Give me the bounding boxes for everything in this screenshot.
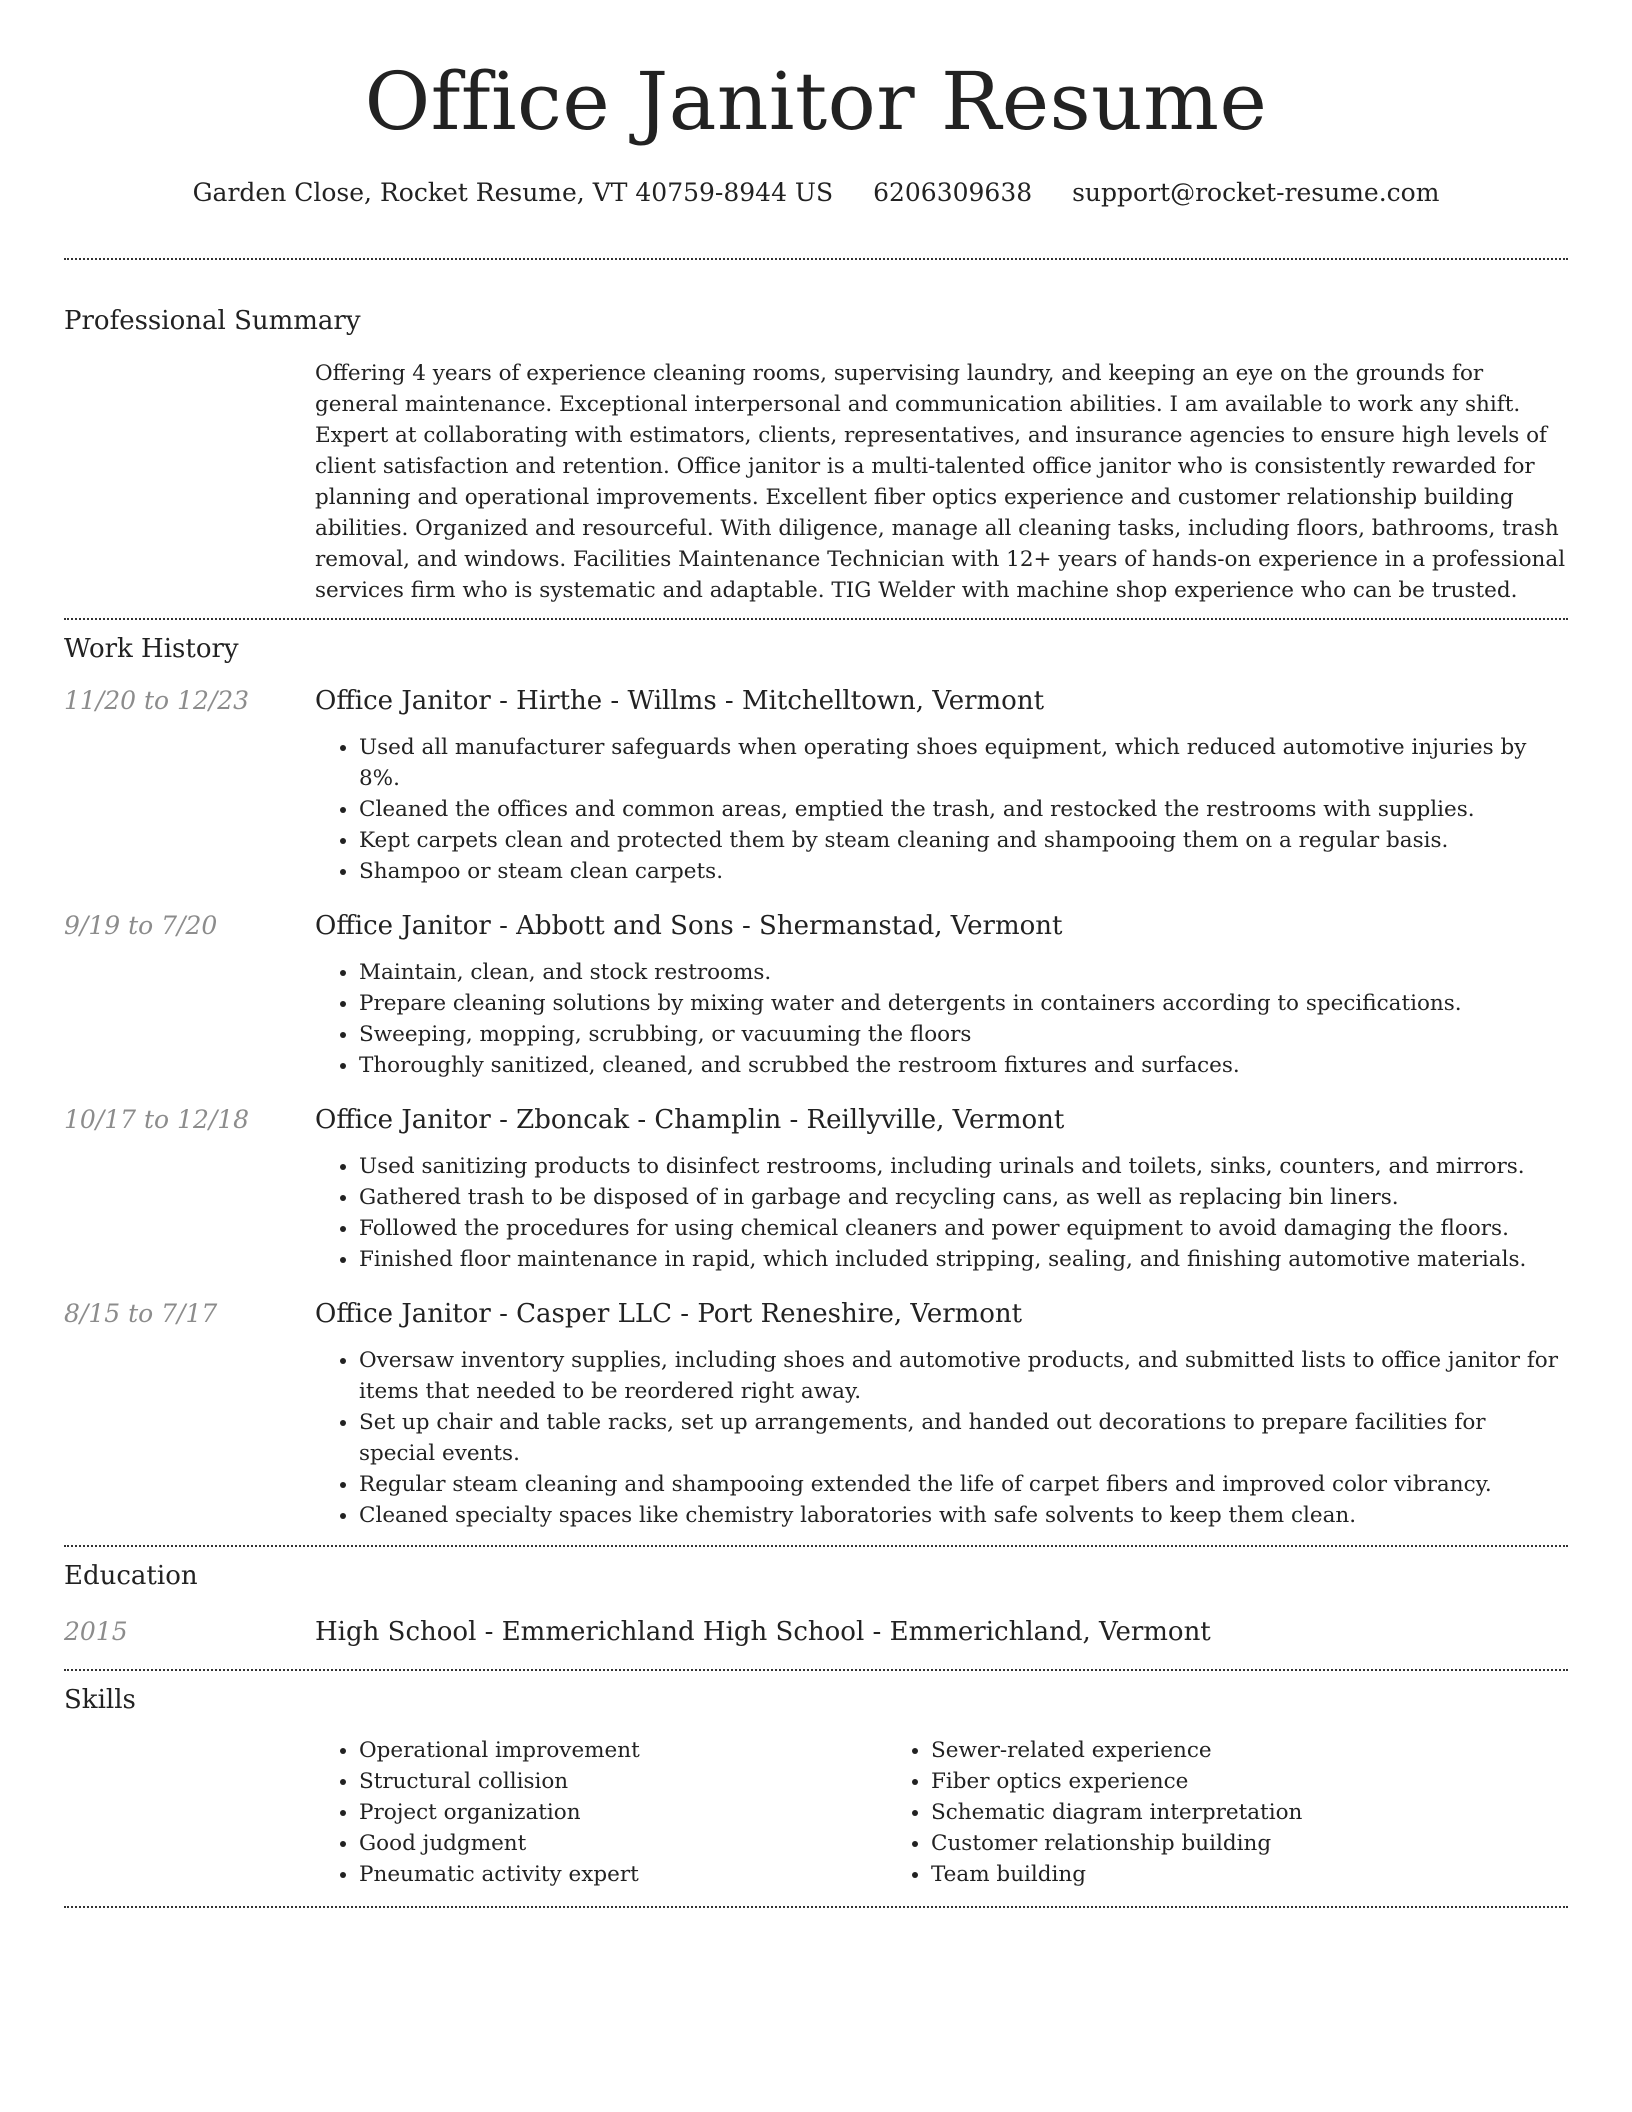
resume-title: Office Janitor Resume: [364, 55, 1268, 148]
skills-list: [315, 1735, 1568, 1890]
job-bullet: • Cleaned specialty spaces like chemistry laboratories with safe solvents to keep them clean.: [359, 1500, 1568, 1531]
job-title: Office Janitor - Casper LLC - Port Reneshire, Vermont: [315, 1299, 1023, 1329]
skill-item: • Project organization: [359, 1797, 887, 1828]
job-bullet: • Prepare cleaning solutions by mixing water and detergents in containers according to specifications.: [359, 988, 1568, 1019]
skill-item: • Schematic diagram interpretation: [931, 1797, 1459, 1828]
section-divider: [64, 618, 1568, 620]
job-bullet: • Followed the procedures for using chemical cleaners and power equipment to avoid damaging the floors.: [359, 1213, 1568, 1244]
skill-item: • Pneumatic activity expert: [359, 1859, 887, 1890]
job-title: Office Janitor - Zboncak - Champlin - Reillyville, Vermont: [315, 1105, 1065, 1135]
skill-item: • Structural collision: [359, 1766, 887, 1797]
job-date: 10/17 to 12/18: [64, 1105, 250, 1134]
education-title: High School - Emmerichland High School - Emmerichland, Vermont: [315, 1617, 1211, 1647]
contact-address: Garden Close, Rocket Resume, VT 40759-8944 US: [192, 178, 834, 207]
job-bullet: • Used all manufacturer safeguards when operating shoes equipment, which reduced automotive injuries by 8%.: [359, 732, 1568, 794]
job-bullet: • Maintain, clean, and stock restrooms.: [359, 957, 1568, 988]
job-date: 8/15 to 7/17: [64, 1299, 218, 1328]
job-title: Office Janitor - Hirthe - Willms - Mitchelltown, Vermont: [315, 686, 1045, 716]
job-entry: [64, 909, 1568, 1081]
section-divider: [64, 1545, 1568, 1547]
job-bullet: • Sweeping, mopping, scrubbing, or vacuuming the floors: [359, 1019, 1568, 1050]
job-bullet: • Oversaw inventory supplies, including shoes and automotive products, and submitted lists to office janitor for items that needed to be reordered right away.: [359, 1345, 1568, 1407]
education-heading: Education: [64, 1561, 198, 1591]
job-bullet: • Gathered trash to be disposed of in garbage and recycling cans, as well as replacing bin liners.: [359, 1182, 1568, 1213]
skill-item: • Sewer-related experience: [931, 1735, 1459, 1766]
education-entry: [64, 1615, 1568, 1649]
skills-heading: Skills: [64, 1685, 136, 1715]
skill-item: • Operational improvement: [359, 1735, 887, 1766]
skill-item: • Customer relationship building: [931, 1828, 1459, 1859]
section-divider: [64, 1669, 1568, 1671]
job-bullets: [315, 732, 1568, 887]
section-divider: [64, 1906, 1568, 1908]
job-entry: [64, 1103, 1568, 1275]
job-date: 11/20 to 12/23: [64, 686, 250, 715]
job-bullet: • Kept carpets clean and protected them by steam cleaning and shampooing them on a regular basis.: [359, 825, 1568, 856]
skills-column-right: [887, 1735, 1459, 1890]
skill-item: • Good judgment: [359, 1828, 887, 1859]
job-date: 9/19 to 7/20: [64, 911, 218, 940]
job-bullets: [315, 1345, 1568, 1531]
job-bullet: • Used sanitizing products to disinfect restrooms, including urinals and toilets, sinks, counters, and mirrors.: [359, 1151, 1568, 1182]
contact-info: [64, 176, 1568, 210]
section-divider: [64, 258, 1568, 260]
summary-text: Offering 4 years of experience cleaning rooms, supervising laundry, and keeping an eye on the grounds for general maintenance. Exceptional interpersonal and communication abilities. I am available to work any shift. Expert at collaborating with estimators, clients, representatives, and insurance agencies to ensure high levels of client satisfaction and retention. Office janitor is a multi-talented office janitor who is consistently rewarded for planning and operational improvements. Excellent fiber optics experience and customer relationship building abilities. Organized and resourceful. With diligence, manage all cleaning tasks, including floors, bathrooms, trash removal, and windows. Facilities Maintenance Technician with 12+ years of hands-on experience in a professional services firm who is systematic and adaptable. TIG Welder with machine shop experience who can be trusted.: [315, 361, 1566, 603]
contact-email: support@rocket-resume.com: [1072, 178, 1440, 207]
job-bullet: • Thoroughly sanitized, cleaned, and scrubbed the restroom fixtures and surfaces.: [359, 1050, 1568, 1081]
work-history-heading: Work History: [64, 634, 239, 664]
job-bullet: • Regular steam cleaning and shampooing extended the life of carpet fibers and improved color vibrancy.: [359, 1469, 1568, 1500]
summary-heading: Professional Summary: [64, 306, 361, 336]
contact-phone: 6206309638: [873, 178, 1033, 207]
job-bullet: • Finished floor maintenance in rapid, which included stripping, sealing, and finishing automotive materials.: [359, 1244, 1568, 1275]
job-bullets: [315, 1151, 1568, 1275]
skill-item: • Team building: [931, 1859, 1459, 1890]
job-entry: [64, 684, 1568, 887]
education-date: 2015: [64, 1617, 128, 1646]
job-bullet: • Shampoo or steam clean carpets.: [359, 856, 1568, 887]
skill-item: • Fiber optics experience: [931, 1766, 1459, 1797]
job-entry: [64, 1297, 1568, 1531]
job-bullets: [315, 957, 1568, 1081]
job-bullet: • Cleaned the offices and common areas, emptied the trash, and restocked the restrooms with supplies.: [359, 794, 1568, 825]
skills-column-left: [315, 1735, 887, 1890]
job-title: Office Janitor - Abbott and Sons - Shermanstad, Vermont: [315, 911, 1063, 941]
job-bullet: • Set up chair and table racks, set up arrangements, and handed out decorations to prepare facilities for special events.: [359, 1407, 1568, 1469]
